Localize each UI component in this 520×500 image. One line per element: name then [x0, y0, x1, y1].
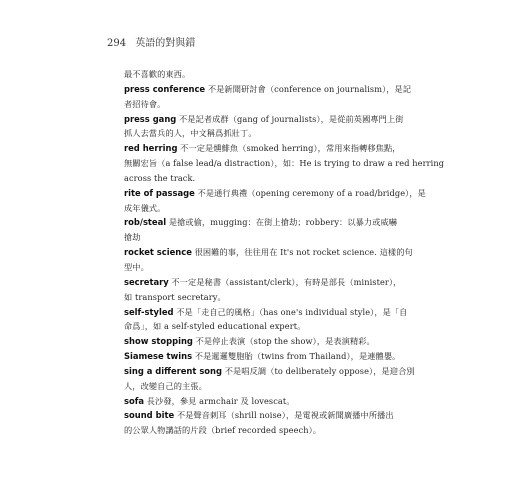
- entry-headword: show stopping: [124, 336, 193, 347]
- entry-headword: rite of passage: [124, 187, 195, 198]
- entry-line: [124, 82, 412, 97]
- entry-text: 不是聲音刺耳（shrill noise），是電視或新聞廣播中所播出: [174, 410, 394, 421]
- continuation-line: [124, 67, 394, 82]
- entry-text: 不是停止表演（stop the show），是表演精彩。: [192, 336, 375, 347]
- entry-text: 不是唱反調（to deliberately oppose），是迎合別: [222, 365, 415, 376]
- entry-text: 很困難的事，往往用在 It's not rocket science. 這樣的句: [191, 247, 413, 258]
- glossary-body: [124, 67, 445, 438]
- entry-text: 不一定是秘書（assistant/clerk），有時是部長（minister），: [168, 276, 402, 287]
- continuation-line: [124, 319, 394, 334]
- entry-text: 成年儀式。: [124, 202, 166, 213]
- entry-line: [124, 112, 404, 127]
- book-title: 英語的對與錯: [135, 38, 196, 49]
- entry-line: [124, 305, 408, 320]
- entry-line: [124, 394, 394, 409]
- entry-text: 不是通行典禮（opening ceremony of a road/bridge），是: [194, 187, 426, 198]
- entry-text: 人，改變自己的主張。: [124, 380, 207, 391]
- page-header: [107, 34, 195, 49]
- entry-text: 不是記者成群（gang of journalists），是從前英國專門上街: [176, 113, 404, 124]
- entry-headword: rocket science: [124, 247, 192, 258]
- entry-text: 如 transport secretary。: [124, 291, 226, 302]
- entry-line: [124, 334, 394, 349]
- continuation-line: [124, 171, 394, 186]
- entry-line: [124, 186, 426, 201]
- entry-text: 不是暹邏雙胞胎（twins from Thailand），是連體嬰。: [192, 351, 401, 362]
- entry-line: [124, 349, 401, 364]
- continuation-line: [124, 260, 394, 275]
- entry-text: 最不喜歡的東西。: [124, 69, 191, 79]
- entry-headword: sofa: [124, 395, 145, 406]
- entry-text: 是搶或偷，mugging：在街上搶劫；robbery：以暴力或威嚇: [166, 217, 398, 228]
- entry-text: 長沙發，參見 armchair 及 lovescat。: [144, 395, 295, 406]
- page-number: 294: [107, 38, 127, 49]
- entry-headword: sound bite: [124, 410, 175, 421]
- entry-text: 命爲」，如 a self-styled educational expert。: [124, 321, 306, 332]
- entry-line: [124, 364, 415, 379]
- entry-line: [124, 141, 401, 156]
- entry-text: 不是新聞研討會（conference on journalism），是記: [205, 83, 412, 94]
- entry-headword: secretary: [124, 276, 169, 287]
- entry-headword: red herring: [124, 143, 178, 154]
- entry-text: across the track.: [124, 172, 196, 183]
- entry-text: 不一定是燻鯡魚（smoked herring），常用來指轉移焦點，: [177, 143, 401, 154]
- entry-text: 無關宏旨（a false lead/a distraction），如：He is trying to draw a red herring: [124, 158, 445, 169]
- continuation-line: [124, 379, 394, 394]
- entry-headword: press conference: [124, 83, 206, 94]
- entry-headword: press gang: [124, 113, 177, 124]
- entry-text: 抓人去當兵的人，中文稱爲抓壯丁。: [124, 128, 257, 139]
- continuation-line: [124, 126, 394, 141]
- continuation-line: [124, 97, 394, 112]
- continuation-line: [124, 156, 445, 171]
- continuation-line: [124, 230, 394, 245]
- continuation-line: [124, 290, 394, 305]
- entry-headword: self-styled: [124, 306, 174, 317]
- entry-line: [124, 408, 394, 423]
- entry-line: [124, 215, 398, 230]
- entry-line: [124, 275, 402, 290]
- entry-text: 搶劫: [124, 232, 141, 243]
- entry-line: [124, 245, 413, 260]
- entry-headword: rob/steal: [124, 217, 167, 228]
- continuation-line: [124, 201, 394, 216]
- entry-text: 不是「走自己的風格」（has one's individual style），是「自: [173, 306, 408, 317]
- entry-text: 的公眾人物講話的片段（brief recorded speech）。: [124, 425, 322, 436]
- entry-headword: Siamese twins: [124, 351, 193, 362]
- continuation-line: [124, 423, 394, 438]
- entry-text: 型中。: [124, 261, 149, 272]
- entry-text: 者招待會。: [124, 98, 166, 109]
- entry-headword: sing a different song: [124, 365, 223, 376]
